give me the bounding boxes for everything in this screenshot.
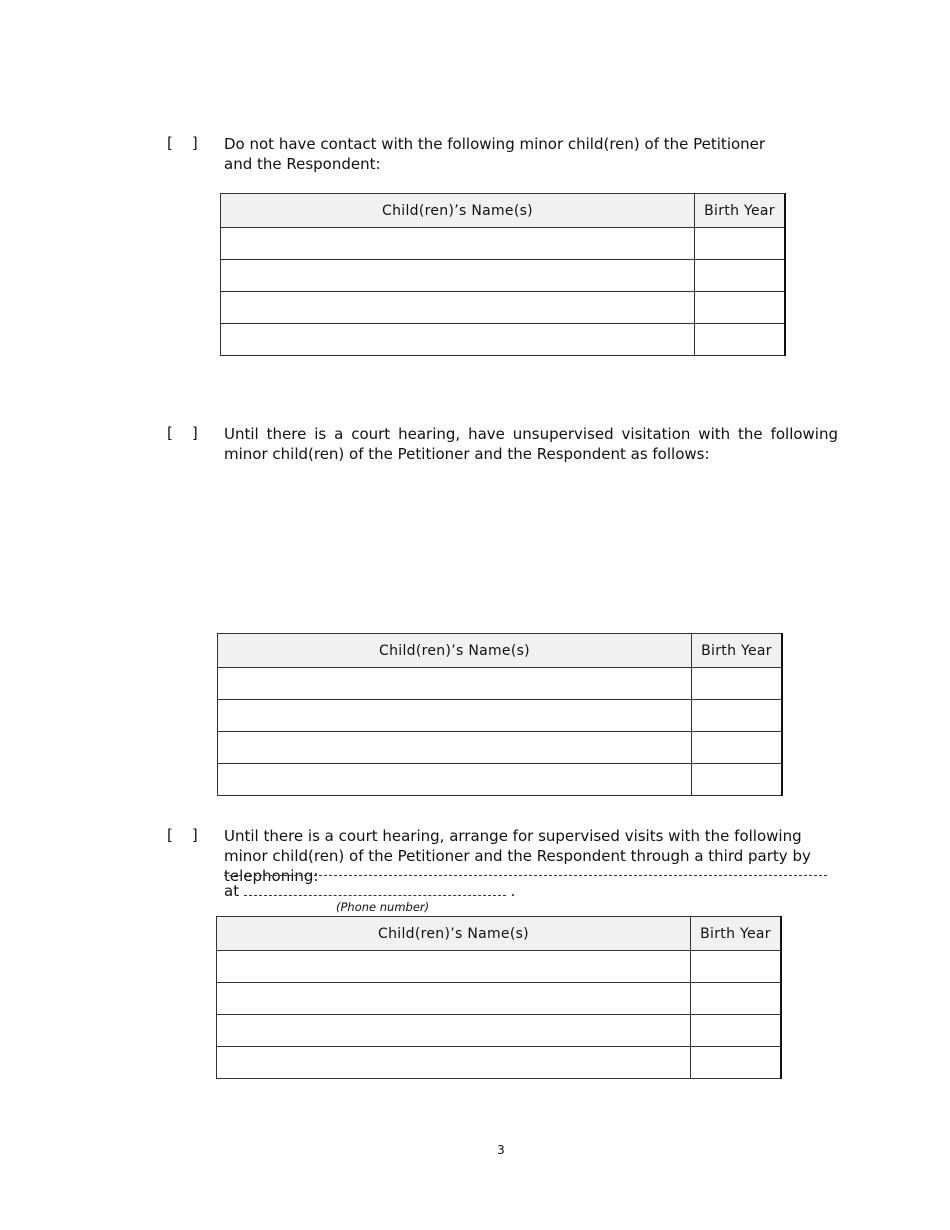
birth-year-cell[interactable]	[692, 700, 783, 732]
birth-year-header: Birth Year	[691, 917, 782, 951]
supervised-children-table	[216, 916, 782, 1079]
child-name-cell[interactable]	[217, 1047, 691, 1079]
child-name-cell[interactable]	[217, 983, 691, 1015]
third-party-name-line[interactable]	[224, 875, 827, 876]
table-row	[217, 1015, 782, 1047]
child-name-cell[interactable]	[221, 260, 695, 292]
birth-year-header: Birth Year	[692, 634, 783, 668]
table-row	[217, 983, 782, 1015]
table-row	[217, 1047, 782, 1079]
child-name-cell[interactable]	[218, 764, 692, 796]
table-row	[218, 668, 783, 700]
table-row	[221, 292, 786, 324]
table-row	[218, 732, 783, 764]
birth-year-cell[interactable]	[691, 1047, 782, 1079]
child-name-header: Child(ren)’s Name(s)	[221, 194, 695, 228]
child-name-cell[interactable]	[218, 700, 692, 732]
birth-year-cell[interactable]	[695, 292, 786, 324]
table-row	[218, 700, 783, 732]
child-name-cell[interactable]	[218, 668, 692, 700]
child-name-cell[interactable]	[217, 951, 691, 983]
table-row	[218, 764, 783, 796]
table-row	[221, 228, 786, 260]
child-name-header: Child(ren)’s Name(s)	[218, 634, 692, 668]
unsupervised-children-table	[217, 633, 783, 796]
no-contact-checkbox[interactable]: [ ]	[167, 134, 198, 152]
at-label: at	[224, 882, 240, 900]
birth-year-cell[interactable]	[695, 324, 786, 356]
birth-year-cell[interactable]	[691, 983, 782, 1015]
phone-number-caption: (Phone number)	[336, 900, 430, 914]
child-name-cell[interactable]	[221, 324, 695, 356]
child-name-cell[interactable]	[221, 292, 695, 324]
birth-year-cell[interactable]	[691, 1015, 782, 1047]
birth-year-cell[interactable]	[692, 668, 783, 700]
supervised-visits-checkbox[interactable]: [ ]	[167, 826, 198, 844]
no-contact-text: Do not have contact with the following minor child(ren) of the Petitioner and the Respondent:	[224, 135, 766, 173]
birth-year-cell[interactable]	[692, 764, 783, 796]
end-period: .	[510, 882, 516, 900]
unsupervised-visitation-checkbox[interactable]: [ ]	[167, 424, 198, 442]
table-row	[221, 260, 786, 292]
birth-year-cell[interactable]	[695, 228, 786, 260]
phone-number-blank[interactable]	[244, 881, 506, 896]
no-contact-children-table	[220, 193, 786, 356]
supervised-visits-text: Until there is a court hearing, arrange for supervised visits with the following minor child(ren) of the Petitioner and the Respondent through a third party by telephoning:	[224, 827, 811, 885]
child-name-cell[interactable]	[218, 732, 692, 764]
birth-year-cell[interactable]	[695, 260, 786, 292]
phone-number-line	[224, 881, 515, 900]
page-number: 3	[497, 1143, 505, 1157]
child-name-cell[interactable]	[217, 1015, 691, 1047]
child-name-cell[interactable]	[221, 228, 695, 260]
table-row	[217, 951, 782, 983]
birth-year-header: Birth Year	[695, 194, 786, 228]
birth-year-cell[interactable]	[692, 732, 783, 764]
table-row	[221, 324, 786, 356]
birth-year-cell[interactable]	[691, 951, 782, 983]
unsupervised-visitation-text: Until there is a court hearing, have unsupervised visitation with the following minor child(ren) of the Petitioner and the Respondent as follows:	[224, 425, 838, 463]
child-name-header: Child(ren)’s Name(s)	[217, 917, 691, 951]
